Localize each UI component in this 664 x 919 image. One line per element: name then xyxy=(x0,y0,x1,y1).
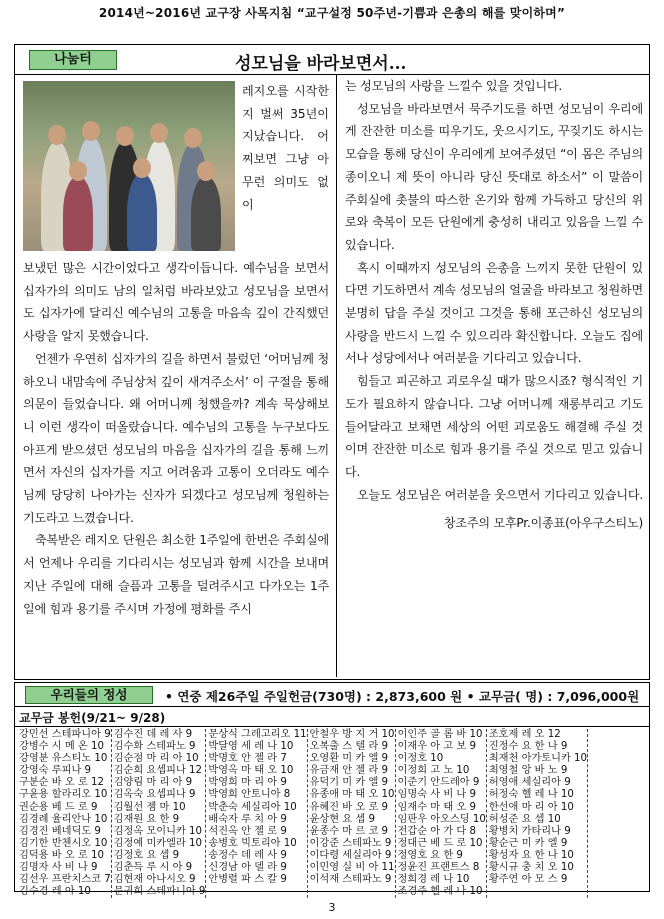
name-entry: 황순근 미 카 엘 9 xyxy=(488,837,568,849)
name-entry: 배숙자 루 치 아 9 xyxy=(208,813,287,825)
name-entry: 김정옥 모이니카 10 xyxy=(113,825,203,837)
name-entry: 임명숙 사 비 나 9 xyxy=(397,789,476,801)
name-entry: 안병렬 파 스 칼 9 xyxy=(208,874,287,886)
group-photo xyxy=(23,81,235,251)
name-entry: 유혜진 바 오 로 9 xyxy=(309,801,389,813)
offering-tag: 우리들의 정성 xyxy=(25,686,153,704)
name-entry: 허성준 요 셉 10 xyxy=(488,813,561,825)
name-column xyxy=(588,729,647,898)
mission-name-list xyxy=(17,729,647,898)
left-column xyxy=(23,257,329,620)
name-entry: 김양림 마 리 아 9 xyxy=(113,777,193,789)
name-entry: 김월선 젬 마 10 xyxy=(113,801,186,813)
left-top-text: 레지오를 시작한지 벌써 35년이 지났습니다. 어찌보면 그냥 아무런 의미도 없이 xyxy=(242,84,329,212)
name-entry: 문상식 그레고리오 11 xyxy=(208,729,307,740)
name-entry: 정윤진 프랜트스 8 xyxy=(397,862,480,874)
right-paragraph: 는 성모님의 사랑을 느낄수 있을 것입니다. xyxy=(345,79,563,93)
name-entry: 윤종수 마 르 코 9 xyxy=(309,825,389,837)
name-entry: 김정호 요 셉 9 xyxy=(113,849,180,861)
name-entry: 김수화 스테파노 9 xyxy=(113,741,196,753)
name-entry: 한선애 마 리 아 10 xyxy=(488,801,574,813)
name-entry: 김옥숙 요셉피나 9 xyxy=(113,789,196,801)
name-entry: 황병치 가타리나 9 xyxy=(488,825,571,837)
page-number: 3 xyxy=(328,901,336,914)
name-entry: 김수진 데 레 사 9 xyxy=(113,729,193,740)
column-divider xyxy=(336,75,337,677)
name-entry: 강영숙 루피나 9 xyxy=(19,765,92,777)
name-entry: 박영옥 마 태 오 10 xyxy=(208,765,294,777)
name-column xyxy=(112,729,207,898)
name-column xyxy=(308,729,396,898)
name-entry: 황시규 충 치 오 10 xyxy=(488,862,574,874)
name-entry: 김경례 율리안나 10 xyxy=(19,813,108,825)
name-entry: 권순용 베 드 로 9 xyxy=(19,801,98,813)
name-entry: 이다령 세실리아 9 xyxy=(309,849,392,861)
name-entry: 유금재 안 젤 라 9 xyxy=(309,765,389,777)
name-entry: 강병수 시 메 온 10 xyxy=(19,741,104,753)
name-column xyxy=(206,729,307,898)
name-entry: 허정숙 헬 레 나 10 xyxy=(488,789,574,801)
name-entry: 김수경 레 아 10 xyxy=(19,886,91,898)
right-paragraph: 혹시 이때까지 성모님의 은총을 느끼지 못한 단원이 있다면 기도하면서 계속 성모님의 얼굴을 바라보고 청원하면 분명히 답을 주실 것이고 그것을 통해 포근하신 성모님의 사랑을 반드시 느낄 수 있으리라 확신합니다. 오늘도 집에서나 성당에서나 여러분을 기다리고 있습니다. xyxy=(345,260,643,366)
mission-title: 교무금 봉헌(9/21~ 9/28) xyxy=(19,711,166,725)
name-entry: 김선우 프란치스코 7 xyxy=(19,874,111,886)
name-entry: 박명호 안 젤 라 7 xyxy=(208,753,287,765)
name-entry: 구분순 바 오 로 12 xyxy=(19,777,104,789)
name-entry: 윤상현 요 셉 9 xyxy=(309,813,375,825)
name-entry: 김경진 베네딕도 9 xyxy=(19,825,101,837)
name-entry: 문귀희 스테파니아 9 xyxy=(113,886,206,898)
name-entry: 정대근 베 드 로 10 xyxy=(397,837,483,849)
name-entry: 정영호 요 한 9 xyxy=(397,849,463,861)
page-header: 2014년~2016년 교구장 사목지침 “교구설정 50주년-기쁨과 은총의 해를 맞이하며” xyxy=(98,6,566,20)
name-entry: 김덕용 바 오 로 10 xyxy=(19,849,104,861)
mission-divider xyxy=(15,726,649,727)
signature: 창조주의 모후Pr.이종표(아우구스티노) xyxy=(443,516,643,531)
article-title: 성모님을 바라보면서... xyxy=(235,54,407,74)
name-entry: 구윤용 할라리오 10 xyxy=(19,789,108,801)
name-entry: 김정예 미카엘라 10 xyxy=(113,837,203,849)
name-entry: 김춘득 루 시 아 9 xyxy=(113,862,193,874)
name-entry: 이인주 골 롬 바 10 xyxy=(397,729,483,740)
name-column xyxy=(17,729,112,898)
name-entry: 박달영 세 레 나 10 xyxy=(208,741,294,753)
name-entry: 안철우 방 지 거 10 xyxy=(309,729,395,740)
article-title-bar xyxy=(15,45,649,75)
name-entry: 김기한 반첸시오 10 xyxy=(19,837,108,849)
name-entry: 강영분 유스티노 10 xyxy=(19,753,108,765)
article-frame xyxy=(14,44,650,680)
name-entry: 김명자 사 비 나 9 xyxy=(19,862,98,874)
offering-summary: • 연중 제26주일 주일헌금(730명) : 2,873,600 원 • 교무금( 명) : 7,096,000원 xyxy=(165,689,640,704)
name-entry: 김현재 아나시오 9 xyxy=(113,874,196,886)
name-entry: 김순희 요셉피나 12 xyxy=(113,765,203,777)
name-entry: 조경주 헬 레 나 10 xyxy=(397,886,483,898)
left-paragraph: 축복받은 레지오 단원은 최소한 1주일에 한번은 주회실에서 언제나 우리를 기다리시는 성모님과 함께 시간을 보내며 지난 주일에 대해 슬픔과 고통을 덜려주시고 다가오는 1주일에 힘과 용기를 주시며 가정에 평화를 주시 xyxy=(23,533,329,616)
name-entry: 박영희 마 리 아 9 xyxy=(208,777,287,789)
name-entry: 박춘숙 세실리아 10 xyxy=(208,801,297,813)
name-entry: 전갑순 아 가 다 8 xyxy=(397,825,476,837)
name-entry: 유덕기 미 카 엘 9 xyxy=(309,777,389,789)
name-entry: 이정희 고 노 10 xyxy=(397,765,470,777)
name-entry: 조호제 레 오 12 xyxy=(488,729,561,740)
right-paragraph: 성모님을 바라보면서 묵주기도를 하면 성모님이 우리에게 잔잔한 미소를 띠우기도, 웃으시기도, 꾸짖기도 하시는 모습을 통해 당신이 우리에게 보여주셨던 “이 몸은 주님의 종이오니 제 뜻이 아니라 당신 뜻대로 하소서” 이 말씀이 주회실에 촛불의 따스한 온기와 함께 가득하고 당신의 위로와 축복이 모든 단원에게 충성히 내리고 있음을 느낄 수 있습니다. xyxy=(345,101,643,252)
left-paragraph: 보냈던 많은 시간이었다고 생각이듭니다. 예수님을 보면서 십자가의 의미도 남의 일처럼 바라보았고 성모님을 보면서도 십자가에 달리신 예수님의 고통을 마음속 깊이 간직했던 사랑을 알지 못했습니다. xyxy=(23,261,329,344)
right-column xyxy=(345,75,643,535)
name-entry: 이준기 안드레아 9 xyxy=(397,777,480,789)
section-tag: 나눔터 xyxy=(29,50,117,70)
name-entry: 임재수 마 태 오 9 xyxy=(397,801,476,813)
name-entry: 허영애 세실리아 9 xyxy=(488,777,571,789)
name-entry: 송정수 데 레 사 9 xyxy=(208,849,287,861)
name-column xyxy=(396,729,487,898)
name-entry: 진정수 요 한 나 9 xyxy=(488,741,568,753)
name-entry: 이재우 아 고 보 9 xyxy=(397,741,476,753)
offering-bar xyxy=(15,683,649,707)
name-entry: 박영희 안토니아 8 xyxy=(208,789,291,801)
name-column xyxy=(487,729,588,898)
name-entry: 정희경 레 나 10 xyxy=(397,874,470,886)
name-entry: 유종애 마 태 오 10 xyxy=(309,789,395,801)
name-entry: 오영환 미 카 엘 9 xyxy=(309,753,389,765)
name-entry: 황성자 요 한 나 10 xyxy=(488,849,574,861)
name-entry: 강민선 스테파니아 9 xyxy=(19,729,111,740)
name-entry: 신경남 아 델 라 9 xyxy=(208,862,287,874)
name-entry: 최재천 아가토니카 10 xyxy=(488,753,588,765)
name-entry: 최영철 앙 바 노 9 xyxy=(488,765,568,777)
name-entry: 송병호 빅토리아 10 xyxy=(208,837,297,849)
name-entry: 임판우 아오스딩 10 xyxy=(397,813,486,825)
offering-box xyxy=(14,682,650,898)
name-entry: 이강준 스테파노 9 xyxy=(309,837,392,849)
name-entry: 김재원 요 한 9 xyxy=(113,813,180,825)
name-entry: 이석재 스테파노 9 xyxy=(309,874,392,886)
left-paragraph: 언젠가 우연히 십자가의 길을 하면서 불렀던 ‘어머님께 청하오니 내맘속에 주님상처 깊이 새겨주소서’ 이 구절을 통해 의문이 들었습니다. 왜 어머니께 청했을까? 계속 묵상해보니 이런 생각이 떠올랐습니다. 예수님의 고통을 누구보다도 아프게 받으셨던 성모님의 마음을 십자가의 길을 통해 느끼면서 자신의 십자가를 지고 어려움과 고통이 오더라도 예수님께 당당히 나아가는 신자가 되겠다고 성모님께 청원하는 기도라고 느꼈습니다. xyxy=(23,351,329,525)
name-entry: 황주연 아 모 스 9 xyxy=(488,874,568,886)
name-entry: 석진옥 안 젤 로 9 xyxy=(208,825,287,837)
name-entry: 김순점 마 리 아 10 xyxy=(113,753,199,765)
name-entry: 이정호 10 xyxy=(397,753,444,765)
right-paragraph: 힘들고 피곤하고 괴로우실 때가 많으시죠? 형식적인 기도가 필요하지 않습니다. 그냥 어머니께 재롱부리고 기도 들어달라고 보채면 세상의 어떤 괴로움도 해결해 주실 것이며 잔잔한 미소로 힘과 용기를 주실 것으로 믿고 있습니다. xyxy=(345,374,643,479)
right-paragraph: 오늘도 성모님은 여러분을 웃으면서 기다리고 있습니다. xyxy=(357,487,643,502)
name-entry: 이민영 실 비 아 11 xyxy=(309,862,395,874)
name-entry: 오복출 스 텔 라 9 xyxy=(309,741,389,753)
